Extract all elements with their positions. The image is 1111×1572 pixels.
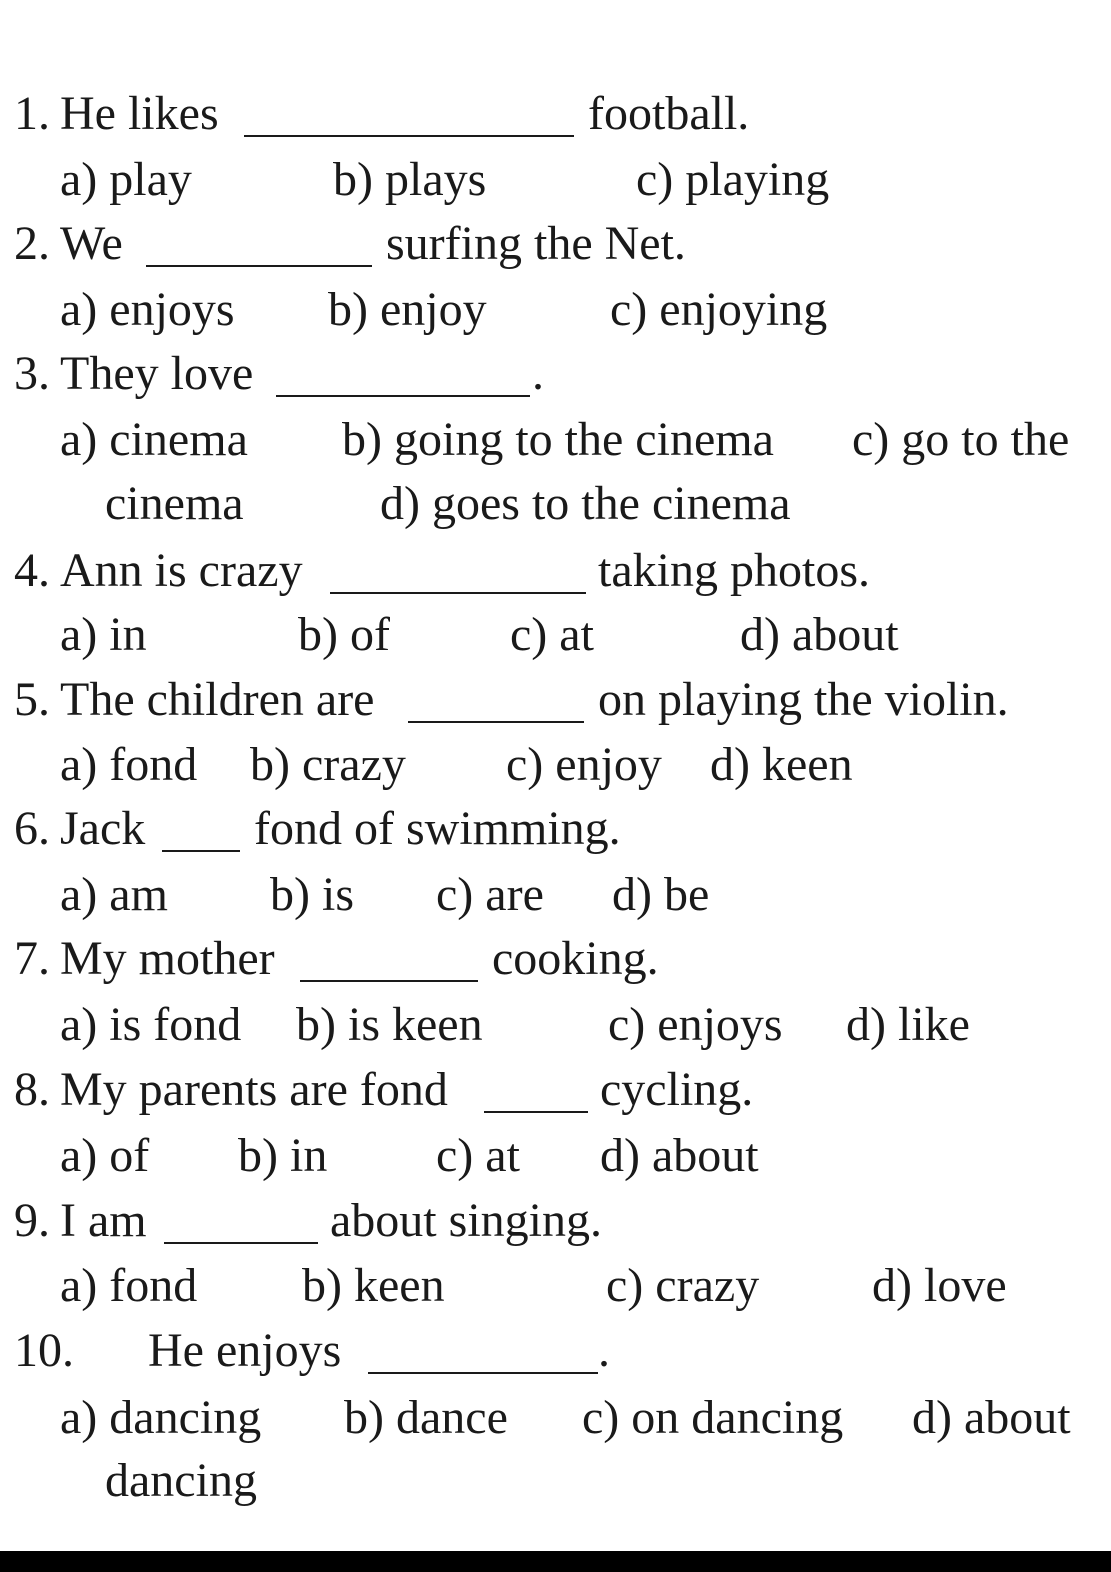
option-d: d) keen [710, 738, 853, 791]
question-text-before: My mother [60, 932, 275, 985]
question-text-after: football. [588, 87, 750, 140]
option-d: d) love [872, 1259, 1007, 1312]
option-d-continued: dancing [105, 1454, 257, 1507]
option-c: c) on dancing [582, 1391, 844, 1444]
option-c: c) crazy [606, 1259, 760, 1312]
option-b: b) going to the cinema [342, 413, 774, 466]
question-number: 5. [14, 673, 50, 726]
option-d: d) about [600, 1129, 759, 1182]
option-b: b) dance [344, 1391, 508, 1444]
option-c: c) at [510, 608, 594, 661]
option-b: b) in [238, 1129, 328, 1182]
option-d: d) goes to the cinema [380, 477, 791, 530]
option-c: c) enjoys [608, 998, 783, 1051]
option-c-continued: cinema [105, 477, 244, 530]
option-b: b) enjoy [328, 283, 487, 336]
option-c: c) go to the [852, 413, 1070, 466]
question-number: 4. [14, 544, 50, 597]
answer-blank[interactable] [244, 135, 574, 137]
question-number: 7. [14, 932, 50, 985]
question-text-after: fond of swimming. [254, 802, 621, 855]
option-c: c) at [436, 1129, 520, 1182]
bottom-black-bar [0, 1551, 1111, 1572]
question-text-after: . [532, 347, 544, 400]
option-c: c) enjoying [610, 283, 828, 336]
question-text-after: surfing the Net. [386, 217, 686, 270]
option-a: a) enjoys [60, 283, 235, 336]
option-a: a) in [60, 608, 147, 661]
question-number: 1. [14, 87, 50, 140]
question-text-before: My parents are fond [60, 1063, 448, 1116]
question-text-after: on playing the violin. [598, 673, 1009, 726]
option-d: d) like [846, 998, 970, 1051]
option-a: a) am [60, 868, 168, 921]
question-number: 10. [14, 1324, 74, 1377]
question-text-before: The children are [60, 673, 375, 726]
question-text-after: cooking. [492, 932, 659, 985]
question-text-after: taking photos. [598, 544, 870, 597]
option-a: a) cinema [60, 413, 248, 466]
answer-blank[interactable] [162, 850, 240, 852]
question-text-before: Jack [60, 802, 146, 855]
answer-blank[interactable] [408, 721, 584, 723]
option-d: d) be [612, 868, 710, 921]
question-text-before: He enjoys [148, 1324, 342, 1377]
question-text-before: He likes [60, 87, 219, 140]
option-c: c) playing [636, 153, 830, 206]
option-b: b) crazy [250, 738, 406, 791]
option-a: a) fond [60, 1259, 198, 1312]
option-a: a) is fond [60, 998, 242, 1051]
question-text-before: We [60, 217, 123, 270]
option-d: d) about [740, 608, 899, 661]
option-b: b) plays [333, 153, 487, 206]
option-a: a) play [60, 153, 192, 206]
option-b: b) of [298, 608, 390, 661]
answer-blank[interactable] [164, 1242, 318, 1244]
option-a: a) of [60, 1129, 150, 1182]
answer-blank[interactable] [146, 265, 372, 267]
answer-blank[interactable] [300, 980, 478, 982]
question-text-before: I am [60, 1194, 147, 1247]
option-c: c) enjoy [506, 738, 662, 791]
question-number: 8. [14, 1063, 50, 1116]
question-text-after: cycling. [600, 1063, 754, 1116]
option-a: a) fond [60, 738, 198, 791]
option-d: d) about [912, 1391, 1071, 1444]
option-b: b) is [270, 868, 354, 921]
option-b: b) keen [302, 1259, 445, 1312]
question-text-after: . [598, 1324, 610, 1377]
question-number: 9. [14, 1194, 50, 1247]
question-number: 2. [14, 217, 50, 270]
option-a: a) dancing [60, 1391, 262, 1444]
question-text-after: about singing. [330, 1194, 602, 1247]
question-number: 3. [14, 347, 50, 400]
answer-blank[interactable] [484, 1111, 588, 1113]
answer-blank[interactable] [276, 395, 530, 397]
option-b: b) is keen [296, 998, 483, 1051]
question-text-before: Ann is crazy [60, 544, 303, 597]
option-c: c) are [436, 868, 544, 921]
answer-blank[interactable] [368, 1372, 598, 1374]
answer-blank[interactable] [330, 592, 586, 594]
question-number: 6. [14, 802, 50, 855]
question-text-before: They love [60, 347, 254, 400]
